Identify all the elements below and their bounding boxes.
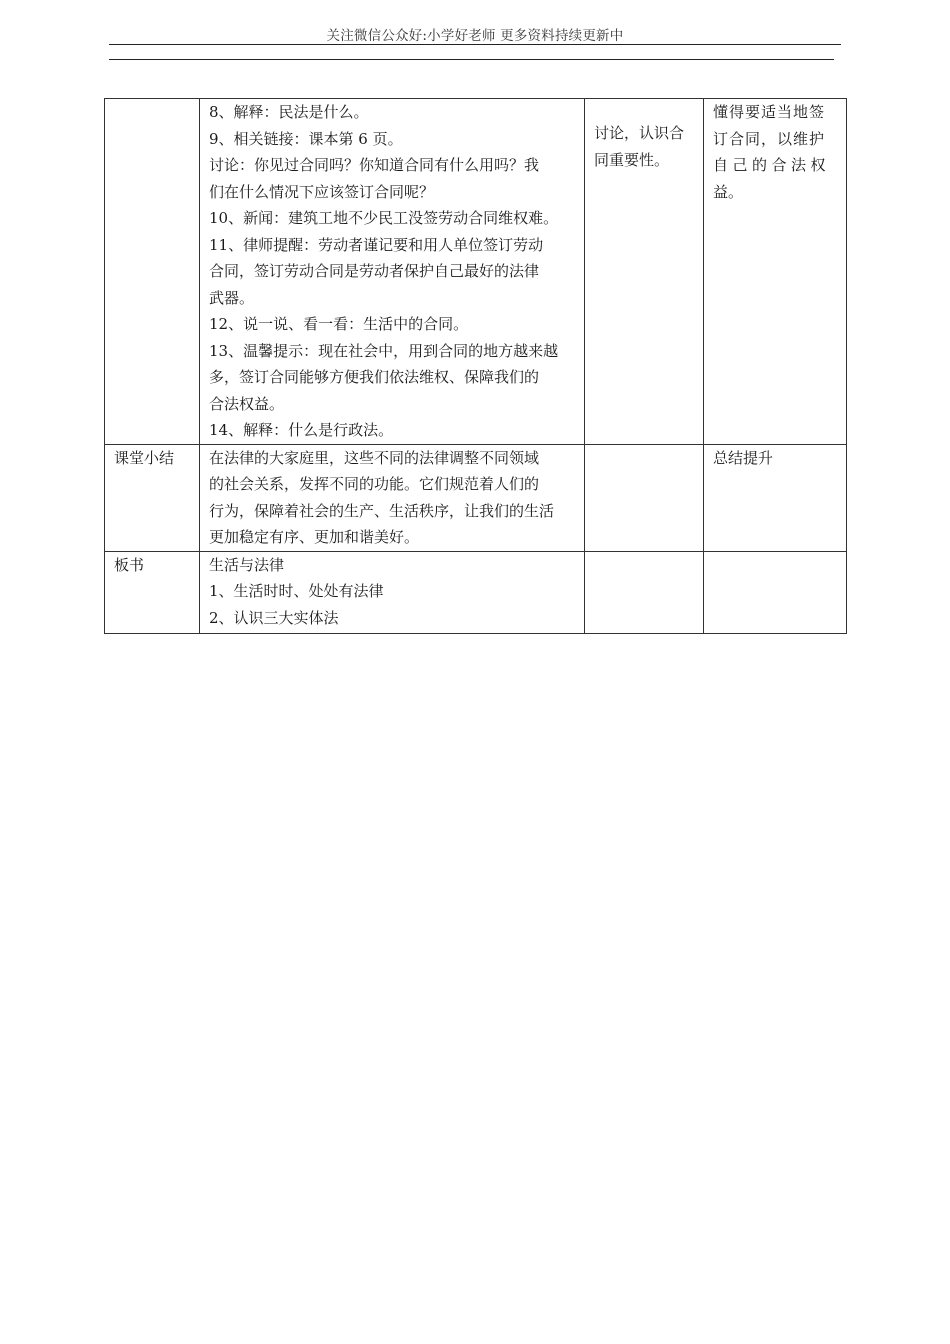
content-line: 9、相关链接：课本第 6 页。 xyxy=(209,129,403,148)
design-purpose-cell xyxy=(704,99,847,445)
content-line: 们在什么情况下应该签订合同呢？ xyxy=(209,182,435,201)
page-header: 关注微信公众好:小学好老师 更多资料持续更新中 xyxy=(326,28,624,44)
content-line: 14、解释：什么是行政法。 xyxy=(209,421,394,439)
blackboard-content-cell xyxy=(200,551,585,633)
purpose-line: 自己的合法权 xyxy=(713,156,831,174)
purpose-line: 益。 xyxy=(713,182,744,201)
content-line: 在法律的大家庭里，这些不同的法律调整不同领域 xyxy=(209,448,540,467)
header-divider-top xyxy=(109,44,841,45)
content-line: 多，签订合同能够方便我们依法维权、保障我们的 xyxy=(209,368,540,386)
student-activity-cell xyxy=(585,551,704,633)
content-line: 行为，保障着社会的生产、生活秩序，让我们的生活 xyxy=(209,501,555,520)
content-line: 的社会关系，发挥不同的功能。它们规范着人们的 xyxy=(209,475,540,493)
content-line: 武器。 xyxy=(209,288,255,307)
row-label-cell: 板书 xyxy=(105,551,200,633)
content-line: 12、说一说、看一看：生活中的合同。 xyxy=(209,315,469,333)
activity-line: 同重要性。 xyxy=(594,150,670,169)
content-line: 11、律师提醒：劳动者谨记要和用人单位签订劳动 xyxy=(209,235,544,254)
content-line: 13、温馨提示：现在社会中，用到合同的地方越来越 xyxy=(209,341,559,360)
row-label-cell xyxy=(105,99,200,445)
table-row-teaching-process xyxy=(105,99,847,445)
content-line: 讨论：你见过合同吗？你知道合同有什么用吗？我 xyxy=(209,156,540,174)
row-label-cell: 课堂小结 xyxy=(105,444,200,551)
content-line: 2、认识三大实体法 xyxy=(209,608,339,627)
table-row-summary xyxy=(105,444,847,551)
lesson-plan-table xyxy=(104,98,847,634)
student-activity-cell xyxy=(585,99,704,445)
content-line: 8、解释：民法是什么。 xyxy=(209,103,369,121)
header-divider-bottom xyxy=(109,59,834,60)
content-line: 10、新闻：建筑工地不少民工没签劳动合同维权难。 xyxy=(209,209,559,227)
student-activity-cell xyxy=(585,444,704,551)
purpose-line: 订合同，以维护 xyxy=(713,129,826,148)
teaching-content-cell xyxy=(200,99,585,445)
activity-line: 讨论，认识合 xyxy=(594,124,685,142)
content-line: 更加稳定有序、更加和谐美好。 xyxy=(209,528,420,546)
summary-content-cell xyxy=(200,444,585,551)
content-line: 合法权益。 xyxy=(209,394,285,413)
purpose-line: 懂得要适当地签 xyxy=(713,103,826,121)
content-line: 合同，签订劳动合同是劳动者保护自己最好的法律 xyxy=(209,262,540,280)
table-row-blackboard xyxy=(105,551,847,633)
design-purpose-cell xyxy=(704,551,847,633)
design-purpose-cell: 总结提升 xyxy=(704,444,847,551)
content-line: 1、生活时时、处处有法律 xyxy=(209,582,384,600)
content-line: 生活与法律 xyxy=(209,555,285,574)
